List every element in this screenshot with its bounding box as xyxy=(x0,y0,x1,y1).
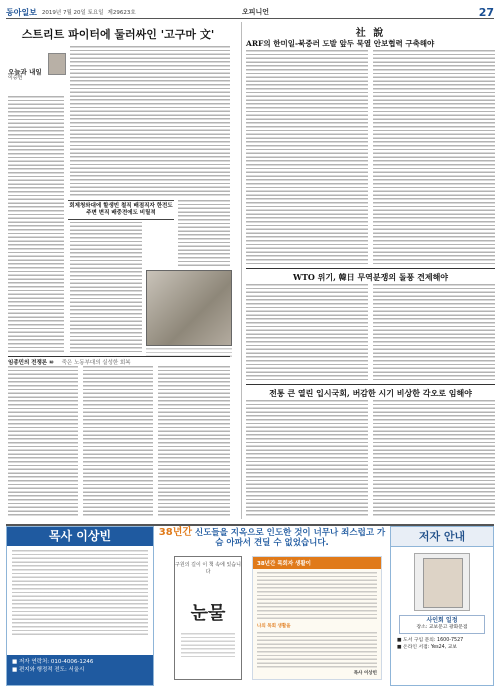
editorial-headline-3: 전통 큰 열린 입시국회, 버감한 시기 비상한 각오로 임해야 xyxy=(269,388,472,398)
editorial-headline-1: ARF의 한미일-북중러 도발 앞두 묵열 안보협력 구축해야 xyxy=(246,39,435,48)
minister-ad-footer xyxy=(7,655,153,685)
second-column-header xyxy=(8,356,230,366)
book-ad-subhead: 38년간 목회자 생활이 xyxy=(253,557,381,569)
signing-title: 사인회 일정 xyxy=(426,617,458,624)
book-cover xyxy=(174,556,242,680)
book-cover-subtext xyxy=(175,633,241,657)
body-text xyxy=(246,50,368,264)
second-column-title: 죽은 노동부대의 실성한 회복 xyxy=(61,360,131,366)
book-cover-title: 눈물 xyxy=(190,603,226,624)
author-book-image xyxy=(414,553,470,611)
minister-ad[interactable] xyxy=(6,526,154,686)
body-text xyxy=(70,46,230,196)
advertisement-strip xyxy=(6,524,494,684)
body-text xyxy=(83,366,153,516)
page-header xyxy=(6,6,494,19)
editorial-section xyxy=(241,22,494,519)
body-text xyxy=(246,284,368,380)
signing-info xyxy=(399,615,485,634)
headline-text: 신도들을 지옥으로 인도한 것이 너무나 죄스럽고 가슴 아파서 견딜 수 없었습니다. xyxy=(192,528,386,548)
column-headline: 스트리트 파이터에 둘러싸인 '고구마 文' xyxy=(21,28,215,41)
divider xyxy=(246,268,495,269)
book-ad-text xyxy=(253,569,381,682)
section-name: 오피니언 xyxy=(242,8,270,16)
masthead: 동아일보 xyxy=(6,7,37,17)
body-text xyxy=(373,50,495,264)
author-ad[interactable] xyxy=(390,526,494,686)
book-cover-tagline: 구원의 길이 이 책 속에 있습니다 xyxy=(175,562,241,575)
column-article xyxy=(6,22,232,519)
minister-ad-body xyxy=(7,546,153,640)
body-text xyxy=(158,366,230,516)
edition-number: 제29623호 xyxy=(107,10,136,16)
issue-date: 2019년 7월 20일 토요일 xyxy=(41,10,104,16)
book-ad-description xyxy=(252,556,382,680)
online-store: ■ 온라인 서점: Yes24, 교보 xyxy=(397,645,458,650)
body-text xyxy=(246,400,368,516)
minister-contact: ■ 저자 연락처: 010-4006-1246 xyxy=(12,659,94,665)
book-ad[interactable] xyxy=(158,526,386,686)
body-text xyxy=(178,200,230,268)
column-label xyxy=(8,69,62,89)
author-ad-footer xyxy=(391,634,493,654)
book-ad-subhead-2: 나의 목회 생활을 xyxy=(257,624,291,629)
body-text xyxy=(373,400,495,516)
divider xyxy=(246,384,495,385)
article-photo xyxy=(146,270,232,346)
minister-ad-title: 목사 이상빈 xyxy=(7,527,153,546)
column-name: 오늘과 내일 xyxy=(8,68,42,76)
second-column-name: 임종민의 전쟁론 ⑩ xyxy=(8,360,54,366)
book-ad-signature: 목사 이상빈 xyxy=(353,671,377,676)
author-ad-title: 저자 안내 xyxy=(391,527,493,547)
editorial-section-title: 社 說 xyxy=(355,28,386,39)
body-text xyxy=(373,284,495,380)
book-ad-headline xyxy=(158,528,386,548)
column-author: 이승헌 xyxy=(8,75,23,81)
body-text xyxy=(8,366,78,516)
body-text xyxy=(8,96,64,352)
signing-place: 장소: 교보문고 광화문점 xyxy=(416,624,468,630)
headline-highlight: 38년간 xyxy=(158,527,193,538)
page-number: 27 xyxy=(478,5,494,19)
editorial-headline-2: WTO 위기, 韓日 무역분쟁의 돌풍 견제해야 xyxy=(292,272,449,282)
pull-quote: 회제청와대에 할생빈 철직 배점직자 한전도 주변 변직 배중전에도 비릴적 xyxy=(68,200,174,220)
body-text xyxy=(70,218,142,352)
order-phone: ■ 도서 구입 문의: 1600-7527 xyxy=(397,638,464,643)
minister-location: ■ 편지와 행정적 전도: 서울시 xyxy=(12,667,85,673)
